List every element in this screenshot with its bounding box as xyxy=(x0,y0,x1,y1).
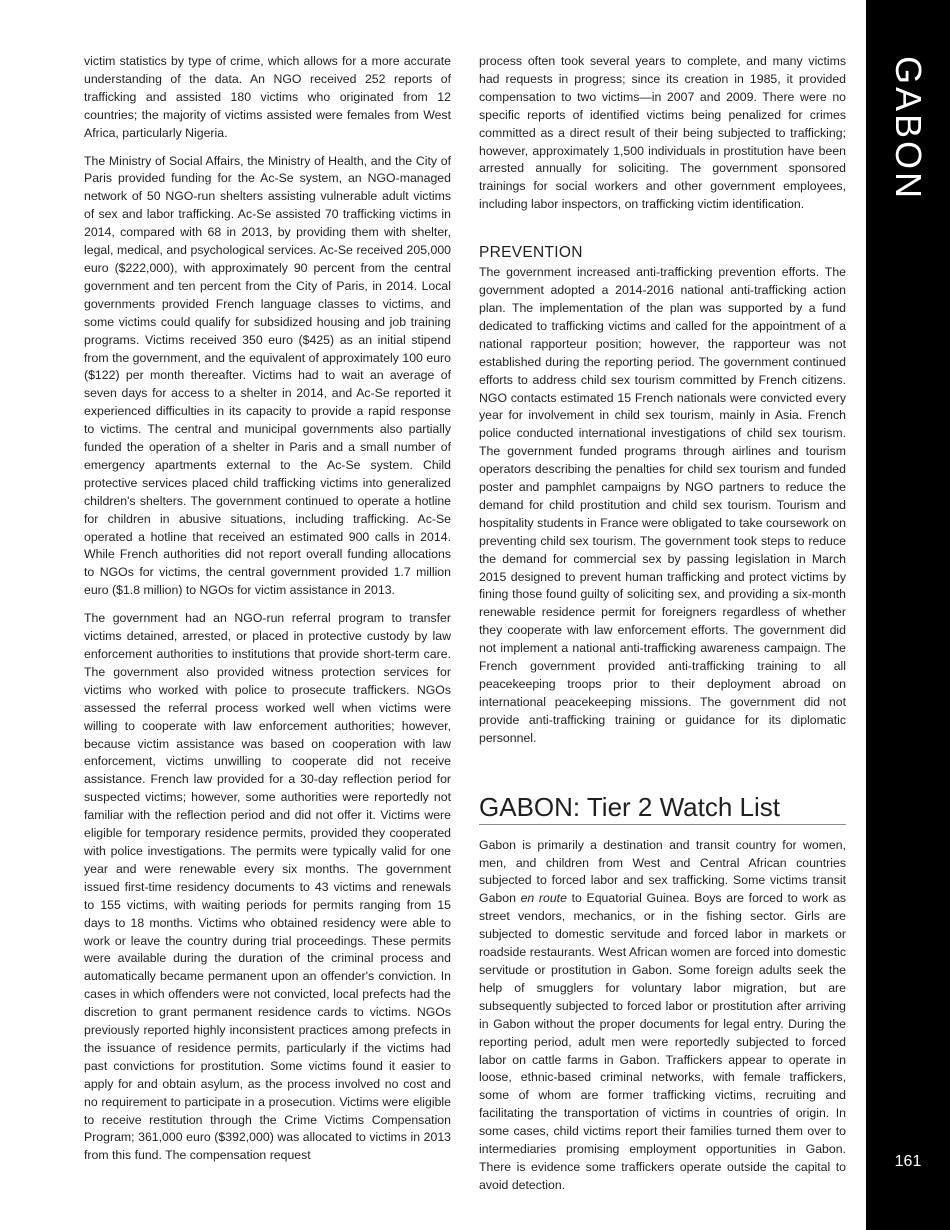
sidebar-country-label: GABON xyxy=(888,56,929,202)
paragraph: process often took several years to complete, and many victims had requests in progress; since its creation in 1985, it provided compensation to two victims—in 2007 and 2009. There were no specific reports of identified victims being penalized for crimes committed as a direct result of their being subjected to trafficking; however, approximately 1,500 individuals in prostitution have been arrested annually for soliciting. The government sponsored trainings for social workers and other government employees, including labor inspectors, on trafficking victim identification. xyxy=(479,54,846,212)
gabon-intro xyxy=(479,837,846,1195)
gabon-text-part2: to Equatorial Guinea. Boys are forced to work as street vendors, mechanics, or in the fishing sector. Girls are subjected to domestic servitude and forced labor in markets or roadside restaurants. West African women are forced into domestic servitude or prostitution in Gabon. Some foreign adults seek the help of smugglers for voluntary labor migration, but are subsequently subjected to forced labor or prostitution after arriving in Gabon without the proper documents for legal entry. During the reporting period, adult men were reportedly subjected to forced labor on cattle farms in Gabon. Traffickers appear to operate in loose, ethnic-based criminal networks, with female traffickers, some of whom are former trafficking victims, recruiting and facilitating the transportation of victims in countries of origin. In some cases, child victims report their families turned them over to intermediaries promising employment opportunities in Gabon. There is evidence some traffickers operate outside the capital to avoid detection. xyxy=(479,891,846,1192)
paragraph: The Ministry of Social Affairs, the Ministry of Health, and the City of Paris provided funding for the Ac-Se system, an NGO-managed network of 50 NGO-run shelters assisting vulnerable adult victims of sex and labor trafficking. Ac-Se assisted 70 trafficking victims in 2014, compared with 68 in 2013, by providing them with shelter, legal, medical, and psychological services. Ac-Se received 205,000 euro ($222,000), with approximately 90 percent from the central government and ten percent from the City of Paris, in 2014. Local governments provided French language classes to victims, and some victims could qualify for subsidized housing and job training programs. Victims received 350 euro ($425) as an initial stipend from the government, and the equivalent of approximately 100 euro ($122) per month thereafter. Victims had to wait an average of seven days for access to a shelter in 2014, and Ac-Se reported it experienced difficulties in its capacity to provide a rapid response to victims. The central and municipal governments also partially funded the operation of a shelter in Paris and a small number of emergency apartments external to the Ac-Se system. Child protective services placed child trafficking victims into generalized children's shelters. The government continued to operate a hotline for children in abusive situations, including trafficking. Ac-Se operated a hotline that received an estimated 900 calls in 2014. While French authorities did not report overall funding allocations to NGOs for victims, the central government provided 1.7 million euro ($1.8 million) to NGOs for victim assistance in 2013. xyxy=(84,153,451,598)
paragraph: victim statistics by type of crime, which allows for a more accurate understanding of the data. An NGO received 252 reports of trafficking and assisted 180 victims who originated from 12 countries; the majority of victims assisted were females from West Africa, particularly Nigeria. xyxy=(84,54,451,140)
prevention-paragraph: The government increased anti-trafficking prevention efforts. The government adopted a 2014-2016 national anti-trafficking action plan. The implementation of the plan was supported by a fund dedicated to trafficking victims and called for the appointment of a national rapporteur position; however, the rapporteur was not established during the reporting period. The government continued efforts to address child sex tourism committed by French citizens. NGO contacts estimated 15 French nationals were convicted every year for involvement in child sex tourism, mainly in Asia. French police conducted international investigations of child sex tourism. The government funded programs through airlines and tourism operators describing the penalties for child sex tourism and funded poster and pamphlet campaigns by NGO partners to reduce the demand for child prostitution and child sex tourism. Tourism and hospitality students in France were obligated to take coursework on preventing child sex tourism. The government took steps to reduce the demand for commercial sex by passing legislation in March 2015 designed to prevent human trafficking and protect victims by fining those found guilty of soliciting sex, and providing a six-month renewable residence permit for foreigners regardless of whether they cooperate with law enforcement efforts. The government did not implement a national anti-trafficking awareness campaign. The French government provided anti-trafficking training to all peacekeeping troops prior to their deployment abroad on international peacekeeping missions. The government did not provide anti-trafficking training or guidance for its diplomatic personnel. xyxy=(479,265,846,745)
country-heading: GABON: Tier 2 Watch List xyxy=(479,792,846,825)
gabon-paragraph xyxy=(479,837,846,1195)
right-column xyxy=(479,53,846,1195)
paragraph: The government had an NGO-run referral program to transfer victims detained, arrested, or placed in protective custody by law enforcement authorities to institutions that provide short-term care. The government also provided witness protection services for victims who worked with police to prosecute traffickers. NGOs assessed the referral process worked well when victims were willing to cooperate with law enforcement authorities; however, because victim assistance was based on cooperation with law enforcement, victims unwilling to cooperate did not receive assistance. French law provided for a 30-day reflection period for suspected victims; however, some authorities were reportedly not familiar with the reflection period and did not offer it. Victims were eligible for temporary residence permits, provided they cooperated with police investigations. The permits were typically valid for one year and were renewable every six months. The government issued first-time residency documents to 43 victims and renewals to 155 victims, with waiting periods for permits ranging from 15 days to 18 months. Victims who obtained residency were able to work or leave the country during trial proceedings. These permits were available during the duration of the criminal process and automatically became permanent upon an offender's conviction. In cases in which offenders were not convicted, local prefects had the discretion to grant permanent residence cards to victims. NGOs previously reported highly inconsistent practices among prefects in the issuance of residence permits, particularly if the victims had past convictions for prostitution. Some victims found it easier to apply for and obtain asylum, as the process involved no cost and no requirement to participate in a prosecution. Victims were eligible to receive restitution through the Crime Victims Compensation Program; 361,000 euro ($392,000) was allocated to victims in 2013 from this fund. The compensation request xyxy=(84,611,451,1163)
gabon-text-part1: Gabon is primarily a destination and transit country for women, men, and children from West and Central African countries subjected to forced labor and sex trafficking. Some victims transit Gabon xyxy=(479,837,846,906)
page-number: 161 xyxy=(894,1153,922,1170)
gabon-italic-text: en route xyxy=(520,891,567,906)
left-column xyxy=(84,53,451,1175)
prevention-heading: PREVENTION xyxy=(479,244,583,262)
